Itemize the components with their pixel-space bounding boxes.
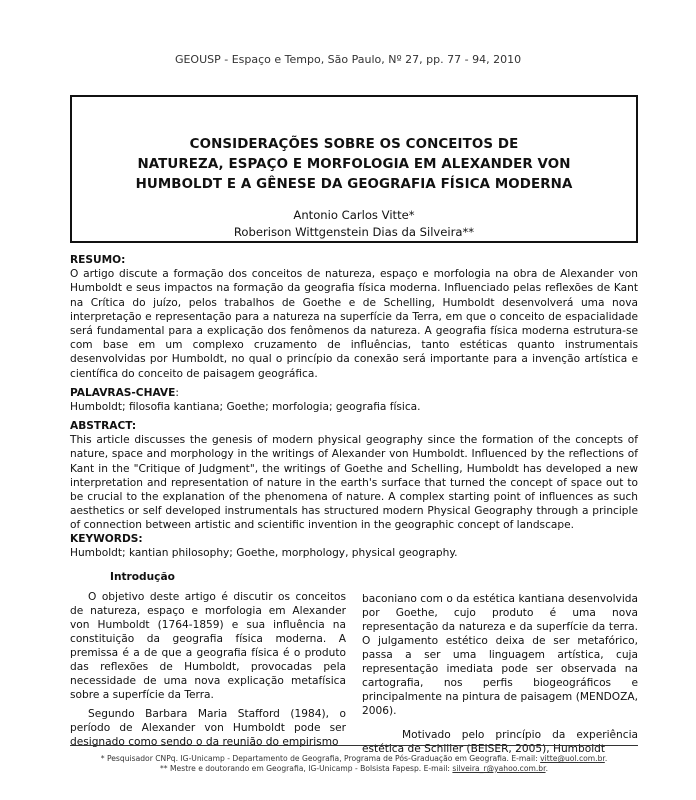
footnote-1 — [70, 754, 638, 763]
footnote-2 — [70, 764, 638, 773]
title-line-2: NATUREZA, ESPAÇO E MORFOLOGIA EM ALEXANDER VON — [137, 157, 571, 172]
intro-paragraph-3: baconiano com o da estética kantiana desenvolvida por Goethe, cujo produto é uma nova representação da natureza e da superfície da terra. O julgamento estético deixa de ser metafórico, passa a ser uma linguagem artística, cuja representação imediata pode ser observada na cartografia, nos perfis biogeográficos e principalmente na pintura de paisagem (MENDOZA, 2006). — [362, 593, 638, 717]
keywords-section — [70, 532, 638, 560]
footnote-2-text: ** Mestre e doutorando em Geografia, IG-Unicamp - Bolsista Fapesp. E-mail: — [160, 764, 453, 773]
right-column — [362, 592, 638, 756]
intro-heading: Introdução — [110, 571, 175, 583]
footnote-2-end: . — [545, 764, 548, 773]
abstract-section — [70, 419, 638, 533]
keywords-text: Humboldt; kantian philosophy; Goethe, morphology, physical geography. — [70, 547, 458, 560]
author-1: Antonio Carlos Vitte* — [293, 208, 415, 222]
article-title — [72, 135, 636, 195]
abstract-label: ABSTRACT: — [70, 420, 137, 432]
title-box — [70, 95, 638, 243]
abstract-text: This article discusses the genesis of modern physical geography since the formation of the concepts of nature, space and morphology in the writings of Alexander von Humboldt. Influenced by the reflections of Kant in the "Critique of Judgment", the writings of Goethe and Schelling, Humboldt has developed a new interpretation and representation of nature in the earth's surface that turned the concept of space out to be crucial to the explanation of the phenomena of nature. A complex starting point of influences as such aesthetics or self developed instrumentals has structured modern Physical Geography through a principle of connection between artistic and scientific invention in the geographic concept of landscape. — [70, 434, 638, 532]
intro-paragraph-2: Segundo Barbara Maria Stafford (1984), o período de Alexander von Humboldt pode ser designado como sendo o da reunião do empirismo — [70, 708, 346, 748]
resumo-section — [70, 253, 638, 381]
footnote-1-email-link[interactable]: vitte@uol.com.br — [540, 754, 605, 763]
intro-paragraph-4: Motivado pelo princípio da experiência estética de Schiller (BEISER, 2005), Humboldt — [362, 729, 638, 755]
footnote-1-end: . — [604, 754, 608, 763]
footnote-2-email-link[interactable]: silveira_r@yahoo.com.br — [452, 764, 546, 773]
title-line-3: HUMBOLDT E A GÊNESE DA GEOGRAFIA FÍSICA MODERNA — [135, 177, 573, 192]
keywords-label: KEYWORDS: — [70, 533, 143, 545]
resumo-label: RESUMO: — [70, 254, 126, 266]
palavras-chave-section — [70, 386, 638, 414]
journal-header: GEOUSP - Espaço e Tempo, São Paulo, Nº 27, pp. 77 - 94, 2010 — [174, 53, 522, 66]
footnote-rule — [70, 745, 638, 746]
palavras-chave-label: PALAVRAS-CHAVE — [70, 387, 176, 399]
author-2: Roberison Wittgenstein Dias da Silveira** — [233, 225, 475, 239]
title-line-1: CONSIDERAÇÕES SOBRE OS CONCEITOS DE — [189, 137, 519, 152]
resumo-text: O artigo discute a formação dos conceitos de natureza, espaço e morfologia na obra de Alexander von Humboldt e seus impactos na formação da geografia física moderna. Influenciado pelas reflexões de Kant na Crítica do juízo, pelos trabalhos de Goethe e de Schelling, Humboldt desenvolverá uma nova interpretação e representação para a natureza na superfície da Terra, em que o conceito de espacialidade será fundamental para a explicação dos fenômenos da natureza. A geografia física moderna estrutura-se com base em um complexo cruzamento de influências, tanto estéticas quanto instrumentais desenvolvidas por Humboldt, no qual o princípio da conexão será importante para a invenção artística e científica do conceito de paisagem geográfica. — [70, 268, 638, 380]
palavras-chave-colon: : — [175, 387, 179, 399]
footnote-1-text: * Pesquisador CNPq. IG-Unicamp - Departamento de Geografia, Programa de Pós-Graduação em Geografia. E-mail: — [100, 754, 541, 763]
intro-paragraph-1: O objetivo deste artigo é discutir os conceitos de natureza, espaço e morfologia em Alexander von Humboldt (1764-1859) e sua influência na constituição da geografia física moderna. A premissa é a de que a geografia física é o produto das reflexões de Humboldt, provocadas pela necessidade de uma nova explicação metafísica sobre a superfície da Terra. — [70, 591, 346, 701]
palavras-chave-text: Humboldt; filosofia kantiana; Goethe; morfologia; geografia física. — [70, 401, 421, 414]
left-column — [70, 570, 346, 749]
